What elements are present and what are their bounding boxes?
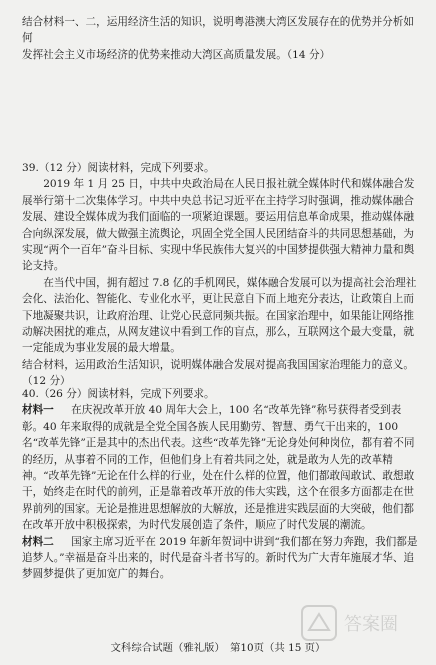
- part1-question: [22, 14, 420, 63]
- question-39: [22, 160, 420, 390]
- part1-line1: 结合材料一、二，运用经济生活的知识，说明粤港澳大湾区发展存在的优势并分析如何: [22, 16, 414, 45]
- q40-header: 40.（26 分）阅读材料，完成下列要求。: [22, 388, 215, 400]
- q39-header: 39.（12 分）阅读材料，完成下列要求。: [22, 162, 215, 174]
- q40-material-1: [22, 402, 420, 533]
- watermark-text: 答案圈: [344, 614, 398, 635]
- material-1-label: 材料一: [22, 404, 54, 417]
- material-2-text: 国家主席习近平在 2019 年新年贺词中讲到“我们都在努力奔跑，我们都是追梦人。”幸福是奋斗出来的，时代是奋斗者书写的。新时代为广大青年施展才华、追梦圆梦提供了更加宽广的舞台。: [22, 535, 418, 581]
- page-footer: 文科综合试题（雅礼版） 第10页（共 15 页）: [110, 642, 326, 654]
- q40-material-2: [22, 534, 420, 583]
- q39-paragraph-1: 2019 年 1 月 25 日，中共中央政治局在人民日报社就全媒体时代和媒体融合发展举行第十二次集体学习。中共中央总书记习近平在主持学习时强调，推动媒体融合发展、建设全媒体成为我们面临的一项紧迫课题。要运用信息革命成果，推动媒体融合向纵深发展，做大做强主流舆论，巩固全党全国人民团结奋斗的共同思想基础，为实现“两个一百年”奋斗目标、实现中华民族伟大复兴的中国梦提供强大精神力量和舆论支持。: [22, 178, 415, 273]
- material-1-text: 在庆祝改革开放 40 周年大会上，100 名“改革先锋”称号获得者受到表彰。40 年来取得的成就是全党全国各族人民用勤劳、智慧、勇气干出来的，100 名“改革先锋”正是其中的杰出代表。这些“改革先锋”无论身处何种岗位，都有着不同的经历，从事着不同的工作，但他们身上有着共同之处，就是敢为人先的改革精神。“改革先锋”无论在什么样的行业，处在什么样的位置，他们都敢闯敢试、敢想敢干，始终走在时代的前列，正是靠着改革开放的伟大实践，这个在很多方面都走在世界前列的国家。无论是推进思想解放的大解放，还是推进实践层面的大突破，他们都在改革开放中积极探索，为时代发展创造了条件，顺应了时代发展的潮流。: [22, 404, 415, 532]
- question-40: [22, 386, 420, 583]
- part1-line2: 发挥社会主义市场经济的优势来推动大湾区高质量发展。（14 分）: [22, 48, 331, 61]
- watermark-logo: [300, 600, 430, 645]
- q39-paragraph-2: 在当代中国，拥有超过 7.8 亿的手机网民，媒体融合发展可以为提高社会治理社会化、法治化、智能化、专业化水平，更让民意自下而上地充分表达，让政策自上而下地凝聚共识，让政府治理、让党心民意同频共振。在国家治理中，如果能让网络推动解决困扰的难点，从网友建议中看到工作的盲点，那么，互联网这个最大变量，就一定能成为事业发展的最大增量。: [22, 276, 417, 355]
- material-2-label: 材料二: [22, 535, 54, 548]
- q39-question: 结合材料，运用政治生活知识，说明媒体融合发展对提高我国国家治理能力的意义。（12 分）: [22, 358, 414, 388]
